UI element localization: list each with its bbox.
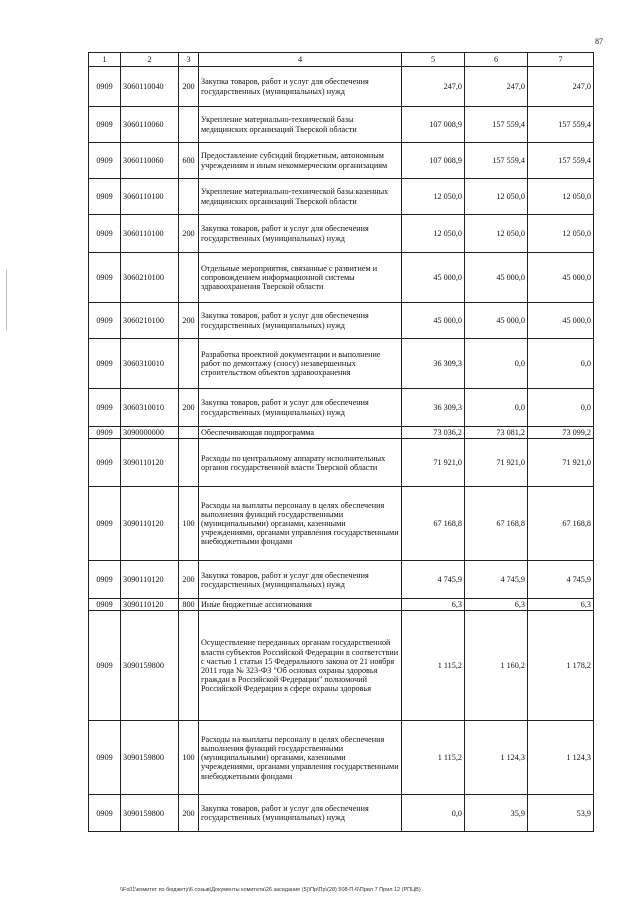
footer-file-path: \\Fs01\комитет по бюджету\6 созыв\Документы комитета\26 заседание (5)\Пр\Пр\(28) 508-П-6\Прил 7 Прил 12 (РПЦВ) bbox=[120, 887, 421, 893]
table-row bbox=[89, 215, 594, 253]
amount-col6-cell: 12 050,0 bbox=[465, 215, 528, 253]
amount-col7-cell: 247,0 bbox=[528, 67, 594, 107]
table-row bbox=[89, 561, 594, 599]
amount-col5-cell: 107 008,9 bbox=[402, 107, 465, 143]
code-cell: 3090110120 bbox=[121, 599, 179, 611]
column-header: 6 bbox=[465, 53, 528, 67]
amount-col7-cell: 12 050,0 bbox=[528, 215, 594, 253]
section-cell: 0909 bbox=[89, 599, 121, 611]
column-header: 5 bbox=[402, 53, 465, 67]
code-cell: 3060110040 bbox=[121, 67, 179, 107]
amount-col7-cell: 6,3 bbox=[528, 599, 594, 611]
expense-type-cell bbox=[179, 439, 199, 487]
name-cell: Расходы по центральному аппарату исполнительных органов государственной власти Тверской области bbox=[199, 439, 402, 487]
amount-col6-cell: 0,0 bbox=[465, 339, 528, 389]
amount-col5-cell: 36 309,3 bbox=[402, 389, 465, 427]
section-cell: 0909 bbox=[89, 67, 121, 107]
amount-col5-cell: 71 921,0 bbox=[402, 439, 465, 487]
expense-type-cell: 200 bbox=[179, 795, 199, 832]
amount-col7-cell: 0,0 bbox=[528, 389, 594, 427]
amount-col5-cell: 36 309,3 bbox=[402, 339, 465, 389]
column-header: 4 bbox=[199, 53, 402, 67]
code-cell: 3060110060 bbox=[121, 143, 179, 179]
header-row bbox=[89, 53, 594, 67]
amount-col6-cell: 67 168,8 bbox=[465, 487, 528, 561]
section-cell: 0909 bbox=[89, 143, 121, 179]
amount-col6-cell: 157 559,4 bbox=[465, 107, 528, 143]
table-row bbox=[89, 611, 594, 721]
table-row bbox=[89, 439, 594, 487]
expense-type-cell: 200 bbox=[179, 561, 199, 599]
expense-type-cell: 800 bbox=[179, 599, 199, 611]
amount-col7-cell: 53,9 bbox=[528, 795, 594, 832]
amount-col6-cell: 1 160,2 bbox=[465, 611, 528, 721]
column-header: 2 bbox=[121, 53, 179, 67]
amount-col5-cell: 4 745,9 bbox=[402, 561, 465, 599]
code-cell: 3060110060 bbox=[121, 107, 179, 143]
code-cell: 3060110100 bbox=[121, 179, 179, 215]
section-cell: 0909 bbox=[89, 215, 121, 253]
table-row bbox=[89, 179, 594, 215]
amount-col7-cell: 1 124,3 bbox=[528, 721, 594, 795]
expense-type-cell bbox=[179, 107, 199, 143]
amount-col5-cell: 12 050,0 bbox=[402, 179, 465, 215]
expense-type-cell bbox=[179, 427, 199, 439]
amount-col6-cell: 71 921,0 bbox=[465, 439, 528, 487]
amount-col7-cell: 12 050,0 bbox=[528, 179, 594, 215]
table-row bbox=[89, 67, 594, 107]
table-row bbox=[89, 795, 594, 832]
code-cell: 3060110100 bbox=[121, 215, 179, 253]
name-cell: Укрепление материально-технической базы медицинских организаций Тверской области bbox=[199, 107, 402, 143]
section-cell: 0909 bbox=[89, 389, 121, 427]
name-cell: Укрепление материально-технической базы казенных медицинских организаций Тверской области bbox=[199, 179, 402, 215]
table-row bbox=[89, 389, 594, 427]
name-cell: Обеспечивающая подпрограмма bbox=[199, 427, 402, 439]
amount-col7-cell: 71 921,0 bbox=[528, 439, 594, 487]
table-row bbox=[89, 107, 594, 143]
amount-col6-cell: 35,9 bbox=[465, 795, 528, 832]
amount-col7-cell: 73 099,2 bbox=[528, 427, 594, 439]
name-cell: Закупка товаров, работ и услуг для обеспечения государственных (муниципальных) нужд bbox=[199, 389, 402, 427]
code-cell: 3060210100 bbox=[121, 303, 179, 339]
amount-col5-cell: 12 050,0 bbox=[402, 215, 465, 253]
code-cell: 3060210100 bbox=[121, 253, 179, 303]
name-cell: Закупка товаров, работ и услуг для обеспечения государственных (муниципальных) нужд bbox=[199, 795, 402, 832]
section-cell: 0909 bbox=[89, 107, 121, 143]
code-cell: 3090110120 bbox=[121, 487, 179, 561]
amount-col5-cell: 107 008,9 bbox=[402, 143, 465, 179]
amount-col5-cell: 247,0 bbox=[402, 67, 465, 107]
code-cell: 3060310010 bbox=[121, 339, 179, 389]
amount-col6-cell: 45 000,0 bbox=[465, 303, 528, 339]
column-header: 3 bbox=[179, 53, 199, 67]
name-cell: Расходы на выплаты персоналу в целях обеспечения выполнения функций государственными (муниципальными) органами, казенными учреждениями, органами управления государственными внебюджетными фондами bbox=[199, 487, 402, 561]
code-cell: 3090159800 bbox=[121, 795, 179, 832]
name-cell: Закупка товаров, работ и услуг для обеспечения государственных (муниципальных) нужд bbox=[199, 215, 402, 253]
table-row bbox=[89, 427, 594, 439]
table-row bbox=[89, 339, 594, 389]
table-row bbox=[89, 599, 594, 611]
expense-type-cell: 100 bbox=[179, 721, 199, 795]
table-row bbox=[89, 303, 594, 339]
section-cell: 0909 bbox=[89, 721, 121, 795]
expense-type-cell bbox=[179, 179, 199, 215]
code-cell: 3090000000 bbox=[121, 427, 179, 439]
amount-col5-cell: 6,3 bbox=[402, 599, 465, 611]
section-cell: 0909 bbox=[89, 253, 121, 303]
table-row bbox=[89, 143, 594, 179]
amount-col7-cell: 0,0 bbox=[528, 339, 594, 389]
section-cell: 0909 bbox=[89, 611, 121, 721]
amount-col6-cell: 12 050,0 bbox=[465, 179, 528, 215]
section-cell: 0909 bbox=[89, 487, 121, 561]
name-cell: Закупка товаров, работ и услуг для обеспечения государственных (муниципальных) нужд bbox=[199, 303, 402, 339]
section-cell: 0909 bbox=[89, 179, 121, 215]
table-row bbox=[89, 487, 594, 561]
code-cell: 3090159800 bbox=[121, 721, 179, 795]
amount-col6-cell: 4 745,9 bbox=[465, 561, 528, 599]
binding-margin-mark bbox=[6, 270, 7, 330]
name-cell: Разработка проектной документации и выполнение работ по демонтажу (сносу) незавершенных строительством объектов здравоохранения bbox=[199, 339, 402, 389]
amount-col6-cell: 247,0 bbox=[465, 67, 528, 107]
section-cell: 0909 bbox=[89, 427, 121, 439]
amount-col6-cell: 157 559,4 bbox=[465, 143, 528, 179]
section-cell: 0909 bbox=[89, 339, 121, 389]
amount-col6-cell: 73 081,2 bbox=[465, 427, 528, 439]
code-cell: 3090159800 bbox=[121, 611, 179, 721]
expense-type-cell: 100 bbox=[179, 487, 199, 561]
name-cell: Отдельные мероприятия, связанные с развитием и сопровождением информационной системы здравоохранения Тверской области bbox=[199, 253, 402, 303]
amount-col5-cell: 1 115,2 bbox=[402, 611, 465, 721]
column-header: 1 bbox=[89, 53, 121, 67]
expense-type-cell bbox=[179, 253, 199, 303]
section-cell: 0909 bbox=[89, 439, 121, 487]
amount-col7-cell: 67 168,8 bbox=[528, 487, 594, 561]
amount-col5-cell: 67 168,8 bbox=[402, 487, 465, 561]
amount-col5-cell: 73 036,2 bbox=[402, 427, 465, 439]
section-cell: 0909 bbox=[89, 795, 121, 832]
amount-col7-cell: 1 178,2 bbox=[528, 611, 594, 721]
page-number: 87 bbox=[595, 37, 603, 46]
code-cell: 3060310010 bbox=[121, 389, 179, 427]
amount-col6-cell: 1 124,3 bbox=[465, 721, 528, 795]
name-cell: Расходы на выплаты персоналу в целях обеспечения выполнения функций государственными (муниципальными) органами, казенными учреждениями, органами управления государственными внебюджетными фондами bbox=[199, 721, 402, 795]
section-cell: 0909 bbox=[89, 303, 121, 339]
code-cell: 3090110120 bbox=[121, 561, 179, 599]
section-cell: 0909 bbox=[89, 561, 121, 599]
name-cell: Иные бюджетные ассигнования bbox=[199, 599, 402, 611]
amount-col6-cell: 0,0 bbox=[465, 389, 528, 427]
amount-col5-cell: 1 115,2 bbox=[402, 721, 465, 795]
name-cell: Предоставление субсидий бюджетным, автономным учреждениям и иным некоммерческим организациям bbox=[199, 143, 402, 179]
amount-col6-cell: 6,3 bbox=[465, 599, 528, 611]
expense-type-cell: 600 bbox=[179, 143, 199, 179]
amount-col7-cell: 45 000,0 bbox=[528, 253, 594, 303]
expense-type-cell: 200 bbox=[179, 389, 199, 427]
amount-col7-cell: 157 559,4 bbox=[528, 107, 594, 143]
expense-type-cell bbox=[179, 339, 199, 389]
table-row bbox=[89, 721, 594, 795]
name-cell: Осуществление переданных органам государственной власти субъектов Российской Федерации в соответствии с частью 1 статьи 15 Федерального закона от 21 ноября 2011 года № 323-ФЗ "Об основах охраны здоровья граждан в Российской Федерации" полномочий Российской Федерации в сфере охраны здоровья bbox=[199, 611, 402, 721]
expense-type-cell bbox=[179, 611, 199, 721]
column-header: 7 bbox=[528, 53, 594, 67]
amount-col5-cell: 0,0 bbox=[402, 795, 465, 832]
code-cell: 3090110120 bbox=[121, 439, 179, 487]
amount-col7-cell: 157 559,4 bbox=[528, 143, 594, 179]
table-row bbox=[89, 253, 594, 303]
expense-type-cell: 200 bbox=[179, 215, 199, 253]
amount-col7-cell: 45 000,0 bbox=[528, 303, 594, 339]
expense-type-cell: 200 bbox=[179, 303, 199, 339]
amount-col7-cell: 4 745,9 bbox=[528, 561, 594, 599]
amount-col5-cell: 45 000,0 bbox=[402, 303, 465, 339]
amount-col5-cell: 45 000,0 bbox=[402, 253, 465, 303]
name-cell: Закупка товаров, работ и услуг для обеспечения государственных (муниципальных) нужд bbox=[199, 67, 402, 107]
budget-table bbox=[88, 52, 594, 832]
amount-col6-cell: 45 000,0 bbox=[465, 253, 528, 303]
expense-type-cell: 200 bbox=[179, 67, 199, 107]
name-cell: Закупка товаров, работ и услуг для обеспечения государственных (муниципальных) нужд bbox=[199, 561, 402, 599]
